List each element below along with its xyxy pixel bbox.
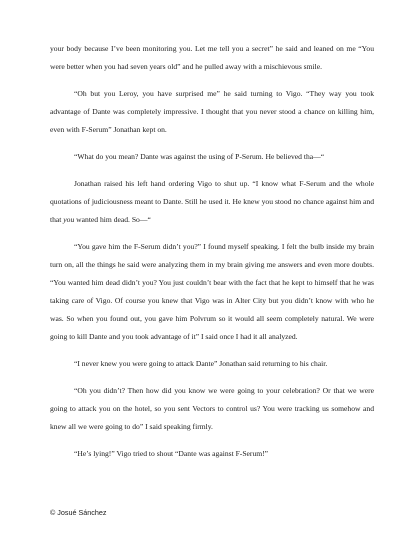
paragraph-7: “Oh you didn’t? Then how did you know we were going to your celebration? Or that we were going to attack you on the hotel, so you sent Vectors to control us? You were tracking us somehow and knew all we were going to do” I said speaking firmly. [50,386,374,431]
paragraph-3: “What do you mean? Dante was against the using of P-Serum. He believed tha—“ [74,152,325,161]
copyright-footer: © Josué Sánchez [50,508,107,517]
paragraph-4: Jonathan raised his left hand ordering Vigo to shut up. “I know what F-Serum and the whole quotations of judiciousness meant to Dante. Still he used it. He knew you stood no chance against him and that you wanted him dead. So—“ [50,179,374,224]
paragraph-5: “You gave him the F-Serum didn’t you?” I found myself speaking. I felt the bulb inside my brain turn on, all the things he said were analyzing them in my brain giving me answers and even more doubts. “You wanted him dead didn’t you? You just couldn’t bear with the fact that he kept to himself that he was taking care of Vigo. Of course you knew that Vigo was in Alter City but you didn’t know with who he was. So when you found out, you gave him Polvrum so it would all seem completely natural. We were going to kill Dante and you took advantage of it” I said once I had it all analyzed. [50,242,374,341]
body-text [50,40,374,472]
paragraph-1: your body because I’ve been monitoring you. Let me tell you a secret” he said and leaned on me “You were better when you had seven years old” and he pulled away with a mischievous smile. [50,44,374,71]
paragraph-8: “He’s lying!” Vigo tried to shout “Dante was against F-Serum!” [74,449,269,458]
paragraph-6: “I never knew you were going to attack Dante” Jonathan said returning to his chair. [74,359,328,368]
emphasis-word: you [63,215,75,224]
paragraph-2: “Oh but you Leroy, you have surprised me” he said turning to Vigo. “They way you took advantage of Dante was completely impressive. I thought that you never stood a chance on killing him, even with F-Serum” Jonathan kept on. [50,89,374,134]
